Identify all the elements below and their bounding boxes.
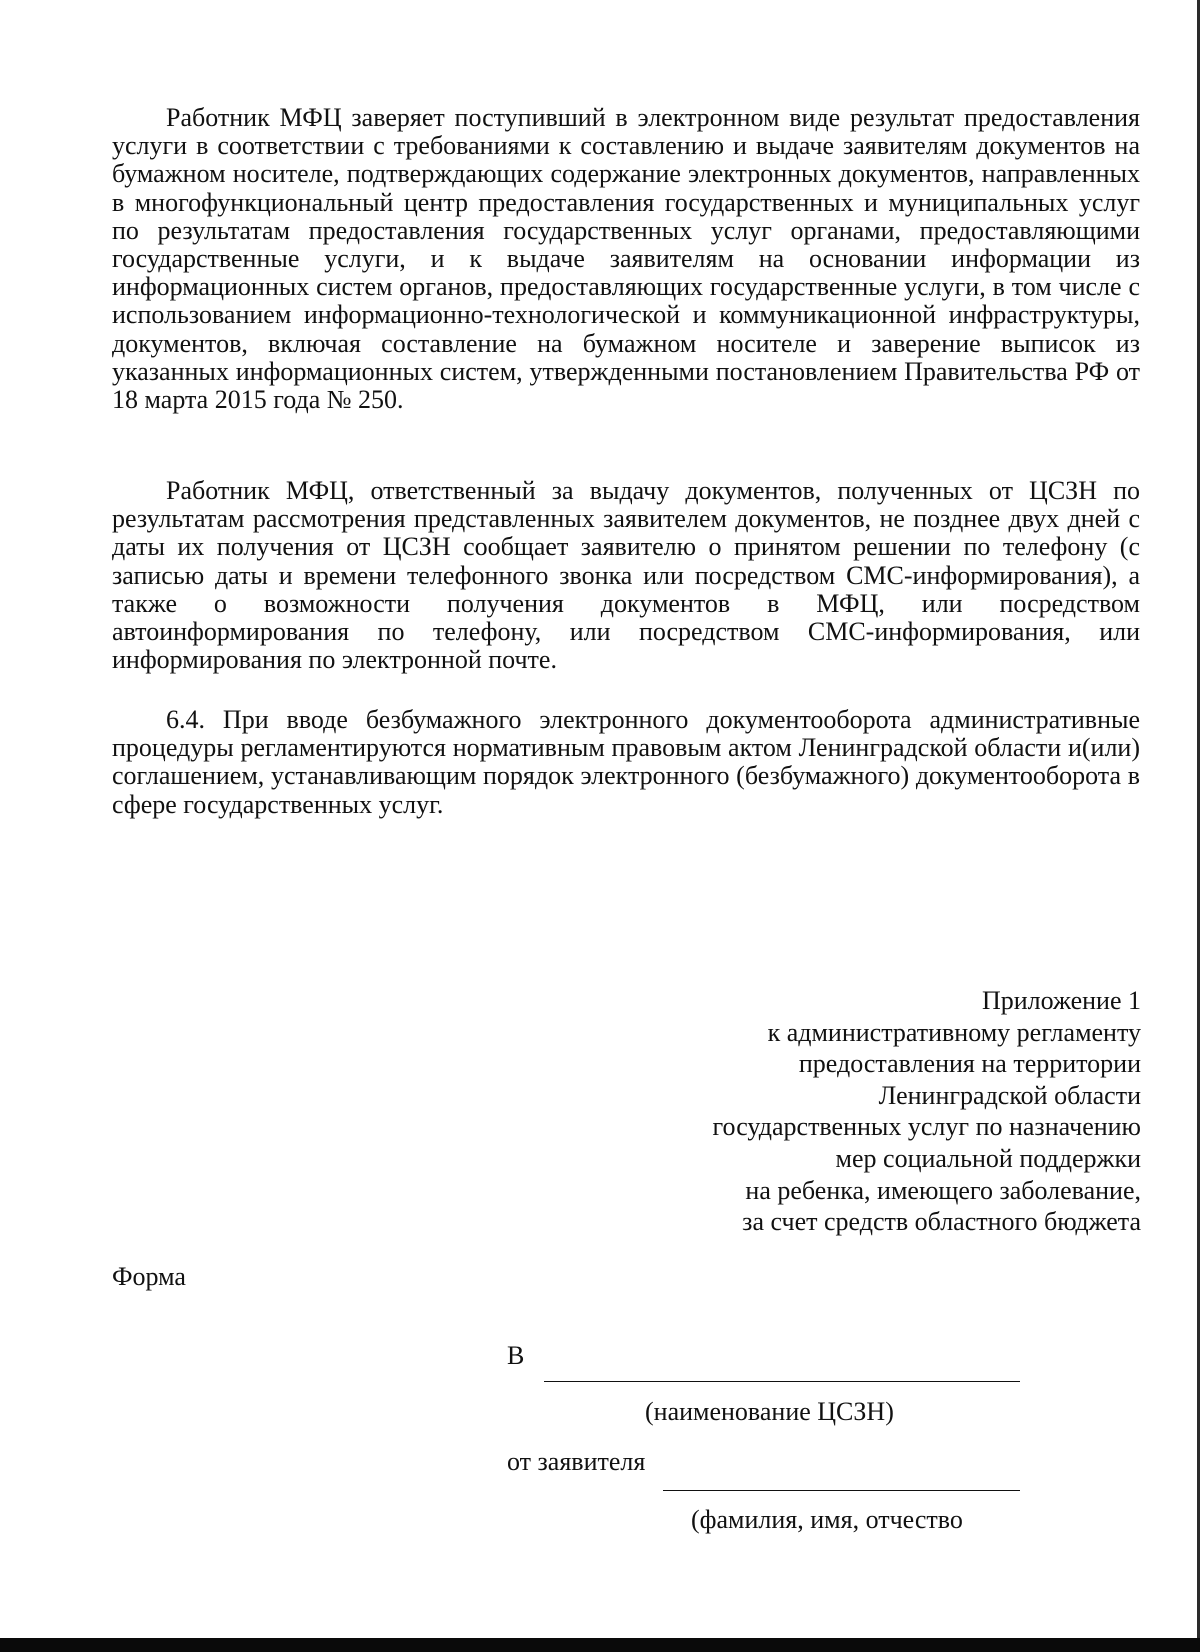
appendix-line: к административному регламенту — [767, 1017, 1141, 1047]
appendix-line: за счет средств областного бюджета — [742, 1207, 1141, 1237]
applicant-prefix: от заявителя — [507, 1447, 646, 1476]
cszn-name-line — [544, 1381, 1020, 1382]
recipient-prefix: В — [507, 1341, 525, 1370]
paragraph-section-6-4 — [112, 706, 1140, 819]
applicant-name-line — [663, 1490, 1020, 1491]
cszn-name-caption: (наименование ЦСЗН) — [645, 1397, 894, 1426]
scan-bottom-edge — [0, 1638, 1200, 1652]
paragraph-text: Работник МФЦ, ответственный за выдачу документов, полученных от ЦСЗН по результатам рассмотрения представленных заявителем документов, не позднее двух дней с даты их получения от ЦСЗН сообщает заявителю о принятом решении по телефону (с записью даты и времени телефонного звонка или посредством СМС-информирования), а также о возможности получения документов в МФЦ, или посредством автоинформирования по телефону, или посредством СМС-информирования, или информирования по электронной почте. — [112, 476, 1140, 675]
form-label: Форма — [112, 1262, 186, 1291]
appendix-line: мер социальной поддержки — [835, 1143, 1141, 1173]
appendix-header — [521, 985, 1141, 1238]
paragraph-mfc-certification — [112, 104, 1140, 414]
appendix-line: на ребенка, имеющего заболевание, — [745, 1175, 1141, 1205]
appendix-line: предоставления на территории — [798, 1049, 1141, 1079]
paragraph-mfc-notification — [112, 477, 1140, 674]
paragraph-text: 6.4. При вводе безбумажного электронного документооборота административные процедуры регламентируются нормативным правовым актом Ленинградской области и(или) соглашением, устанавливающим порядок электронного (безбумажного) документооборота в сфере государственных услуг. — [112, 705, 1140, 819]
applicant-name-caption: (фамилия, имя, отчество — [691, 1505, 963, 1534]
appendix-line: государственных услуг по назначению — [712, 1112, 1141, 1142]
paragraph-text: Работник МФЦ заверяет поступивший в электронном виде результат предоставления услуги в соответствии с требованиями к составлению и выдаче заявителям документов на бумажном носителе, подтверждающих содержание электронных документов, направленных в многофункциональный центр предоставления государственных и муниципальных услуг по результатам предоставления государственных услуг органами, предоставляющими государственные услуги, и к выдаче заявителям на основании информации из информационных систем органов, предоставляющих государственные услуги, в том числе с использованием информационно-технологической и коммуникационной инфраструктуры, документов, включая составление на бумажном носителе и заверение выписок из указанных информационных систем, утвержденными постановлением Правительства РФ от 18 марта 2015 года № 250. — [112, 103, 1140, 415]
appendix-line: Ленинградской области — [878, 1080, 1141, 1110]
appendix-line: Приложение 1 — [981, 986, 1141, 1015]
